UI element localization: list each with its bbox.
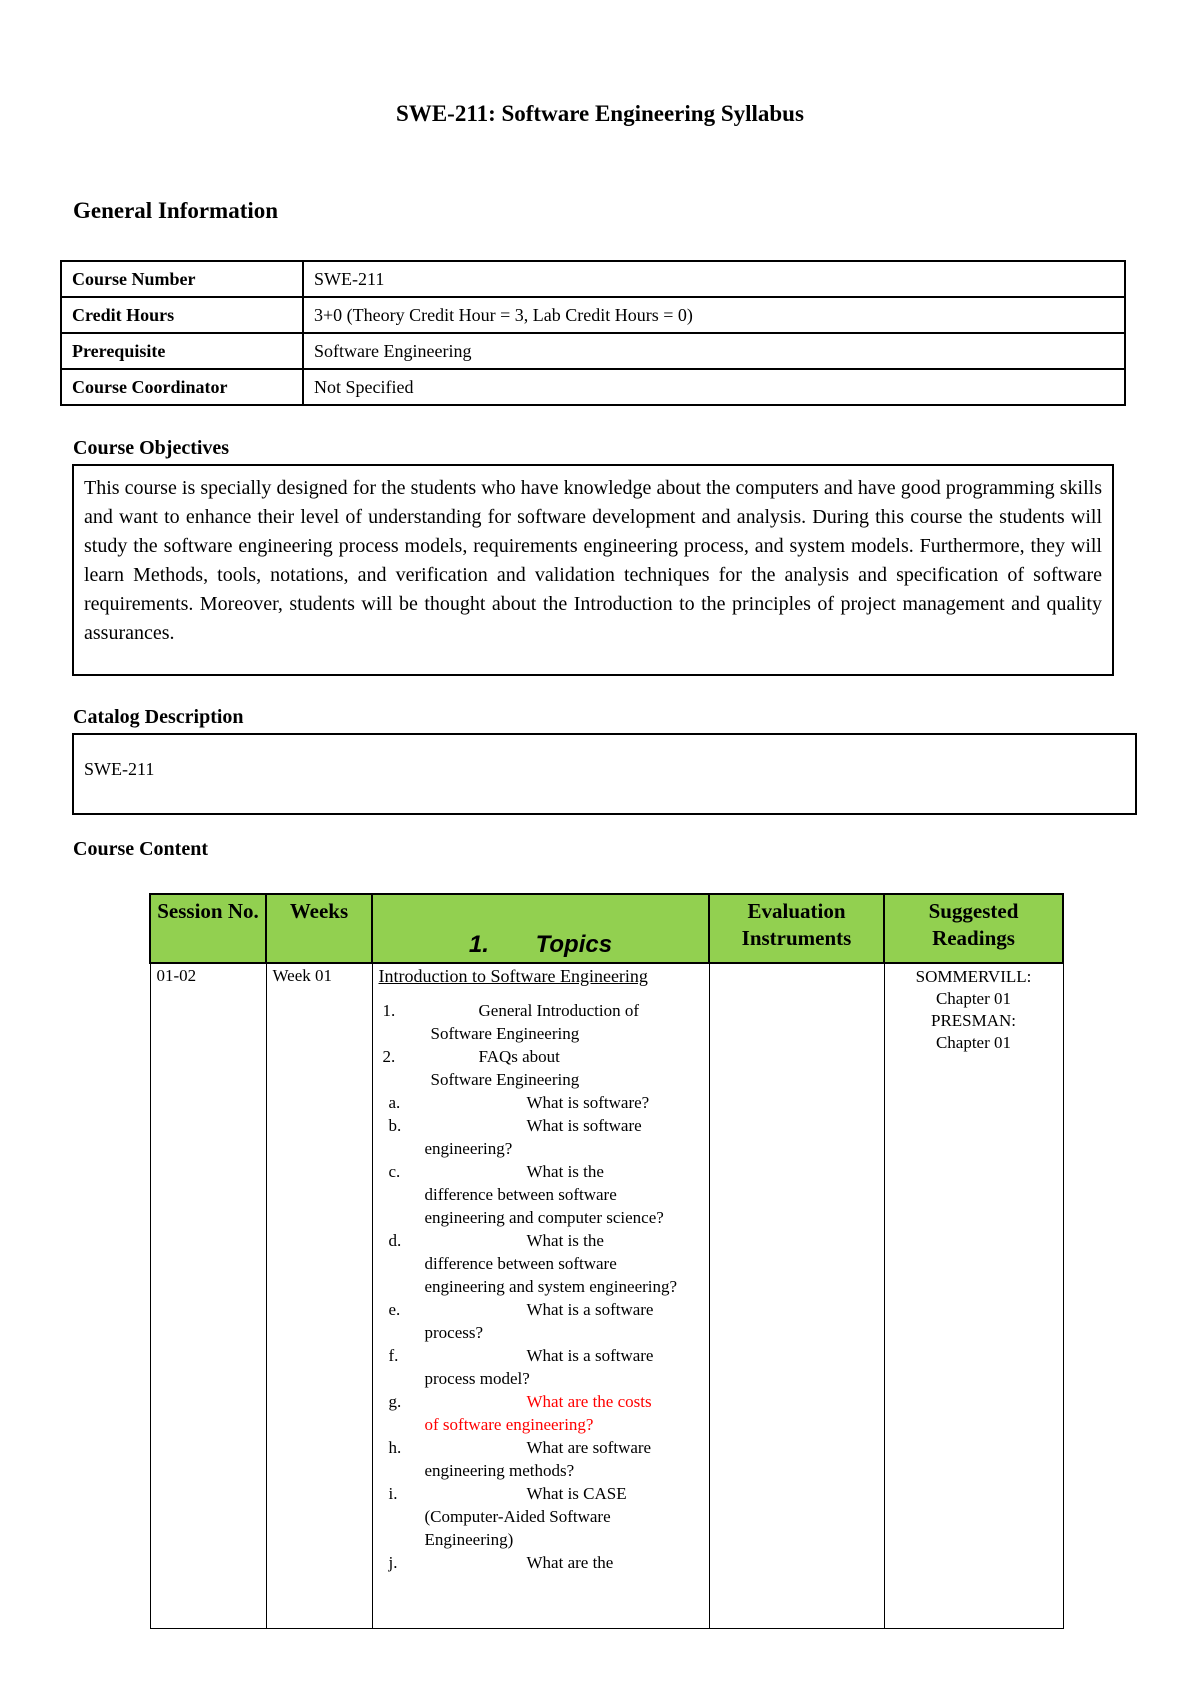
info-label: Credit Hours bbox=[61, 297, 303, 333]
list-text: What is the difference between software engineering and system engineering? bbox=[424, 1231, 678, 1296]
header-evaluation: Evaluation Instruments bbox=[709, 894, 884, 963]
table-row bbox=[61, 297, 1125, 333]
list-text: What is a software process model? bbox=[424, 1346, 654, 1388]
list-text: FAQs about Software Engineering bbox=[430, 1047, 580, 1089]
list-text: What is a software process? bbox=[424, 1300, 654, 1342]
page-title: SWE-211: Software Engineering Syllabus bbox=[396, 101, 804, 126]
reading-line: Chapter 01 bbox=[935, 1033, 1012, 1052]
header-readings: Suggested Readings bbox=[884, 894, 1063, 963]
list-marker: 1. bbox=[382, 1001, 396, 1020]
general-info-table bbox=[60, 260, 1126, 406]
list-text: What is software? bbox=[526, 1093, 650, 1112]
list-marker: b. bbox=[388, 1116, 402, 1135]
header-topics bbox=[372, 894, 709, 963]
course-objectives-text: This course is specially designed for the students who have knowledge about the computers and have good programming skills and want to enhance their level of understanding for software development and analysis. During this course the students will study the software engineering process models, requirements engineering process, and system models. Furthermore, they will learn Methods, tools, notations, and verification and validation techniques for the analysis and specification of software requirements. Moreover, students will be thought about the Introduction to the principles of project management and quality assurances. bbox=[72, 464, 1114, 676]
topic-items bbox=[379, 999, 703, 1091]
header-topics-number: 1. bbox=[468, 931, 489, 958]
info-label: Course Number bbox=[61, 261, 303, 297]
reading-line: PRESMAN: bbox=[930, 1011, 1017, 1030]
list-item bbox=[389, 1160, 703, 1229]
catalog-description-text: SWE-211 bbox=[72, 733, 1137, 815]
list-text: What are software engineering methods? bbox=[424, 1438, 652, 1480]
table-row bbox=[61, 261, 1125, 297]
list-item bbox=[389, 1390, 703, 1436]
list-text: What is software engineering? bbox=[424, 1116, 642, 1158]
course-objectives-heading: Course Objectives bbox=[73, 437, 230, 459]
table-header-row bbox=[150, 894, 1063, 963]
topic-title: Introduction to Software Engineering bbox=[378, 966, 648, 986]
list-item bbox=[389, 1482, 703, 1551]
list-text: General Introduction of Software Engineering bbox=[430, 1001, 639, 1043]
table-row bbox=[61, 369, 1125, 405]
list-text: What is CASE (Computer-Aided Software Engineering) bbox=[424, 1484, 627, 1549]
info-value: 3+0 (Theory Credit Hour = 3, Lab Credit Hours = 0) bbox=[303, 297, 1125, 333]
list-item bbox=[389, 1344, 703, 1390]
list-marker: c. bbox=[388, 1162, 401, 1181]
list-text: What are the costs of software engineering? bbox=[424, 1392, 652, 1434]
list-item bbox=[379, 999, 703, 1045]
list-marker: 2. bbox=[382, 1047, 396, 1066]
list-marker: i. bbox=[388, 1484, 398, 1503]
table-row bbox=[150, 963, 1063, 1629]
list-item bbox=[389, 1091, 703, 1114]
reading-line: SOMMERVILL: bbox=[915, 967, 1032, 986]
topics-cell bbox=[372, 963, 709, 1629]
catalog-description-heading: Catalog Description bbox=[73, 706, 244, 728]
info-value: Not Specified bbox=[303, 369, 1125, 405]
topic-subitems bbox=[379, 1091, 703, 1574]
header-session: Session No. bbox=[150, 894, 266, 963]
general-information-heading: General Information bbox=[73, 198, 279, 223]
list-item bbox=[389, 1298, 703, 1344]
list-marker: a. bbox=[388, 1093, 401, 1112]
list-item bbox=[389, 1551, 703, 1574]
list-marker: j. bbox=[388, 1553, 398, 1572]
course-content-table bbox=[149, 893, 1064, 1629]
header-topics-label: Topics bbox=[535, 931, 613, 958]
course-content-heading: Course Content bbox=[73, 838, 208, 860]
header-weeks: Weeks bbox=[266, 894, 372, 963]
info-value: Software Engineering bbox=[303, 333, 1125, 369]
list-marker: h. bbox=[388, 1438, 402, 1457]
readings-cell bbox=[884, 963, 1063, 1629]
list-item bbox=[389, 1114, 703, 1160]
evaluation-cell bbox=[709, 963, 884, 1629]
session-cell: 01-02 bbox=[150, 963, 266, 1629]
list-item bbox=[389, 1229, 703, 1298]
table-row bbox=[61, 333, 1125, 369]
list-marker: d. bbox=[388, 1231, 402, 1250]
info-label: Prerequisite bbox=[61, 333, 303, 369]
week-cell: Week 01 bbox=[266, 963, 372, 1629]
reading-line: Chapter 01 bbox=[935, 989, 1012, 1008]
info-label: Course Coordinator bbox=[61, 369, 303, 405]
list-marker: g. bbox=[388, 1392, 402, 1411]
list-text: What are the bbox=[526, 1553, 614, 1572]
list-item bbox=[379, 1045, 703, 1091]
list-marker: f. bbox=[388, 1346, 399, 1365]
list-item bbox=[389, 1436, 703, 1482]
list-text: What is the difference between software engineering and computer science? bbox=[424, 1162, 664, 1227]
list-marker: e. bbox=[388, 1300, 401, 1319]
info-value: SWE-211 bbox=[303, 261, 1125, 297]
readings-list bbox=[891, 966, 1057, 1054]
